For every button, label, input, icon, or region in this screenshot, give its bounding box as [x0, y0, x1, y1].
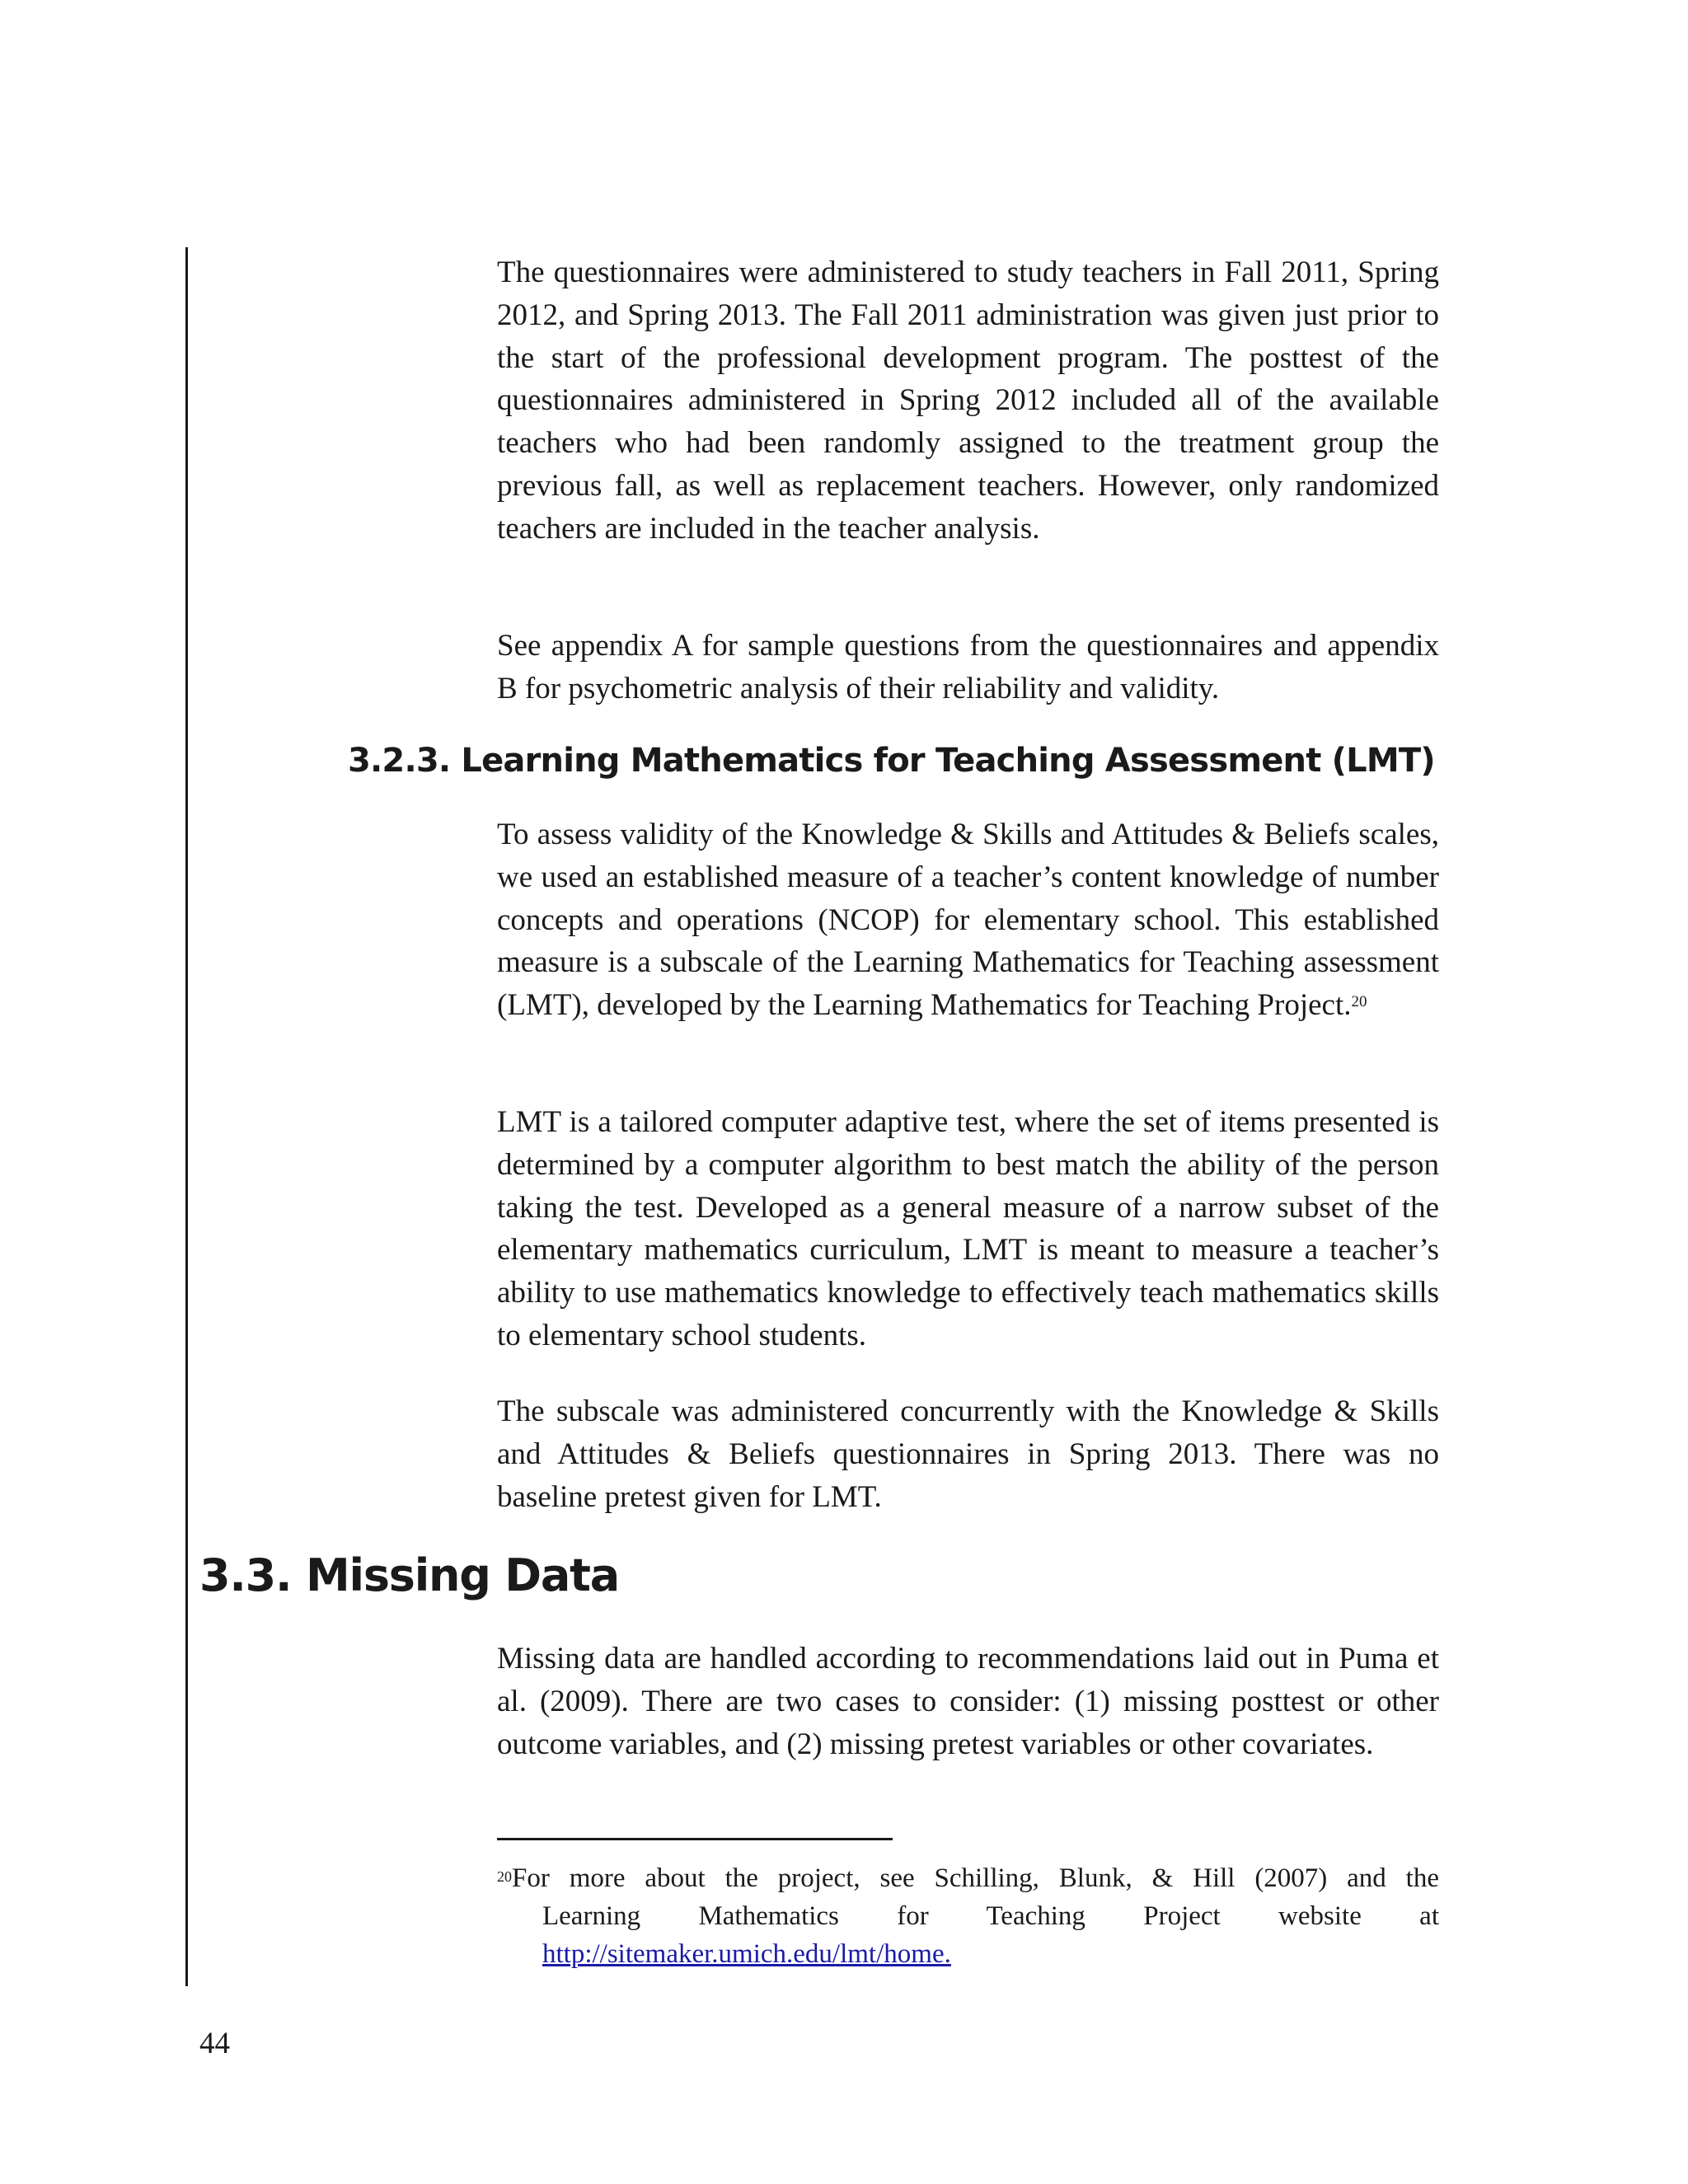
lmt-description-paragraph: LMT is a tailored computer adaptive test, where the set of items presented is determined by a computer algorithm to best match the ability of the person taking the test. Developed as a general measure of a narrow subset of the elementary mathematics curriculum, LMT is meant to measure a teacher’s ability to use mathematics knowledge to effectively teach mathematics skills to elementary school students. [497, 1105, 1439, 1352]
margin-rule [185, 247, 188, 1986]
footnote [497, 1859, 1439, 1973]
missing-data-paragraph-block [497, 1638, 1439, 1765]
validity-paragraph-block [497, 813, 1439, 1027]
lmt-paragraph-block [497, 1101, 1439, 1357]
footnote-first-line-text: For more about the project, see Schilling, Blunk, & Hill (2007) and the [512, 1863, 1439, 1893]
footnote-first-line [497, 1859, 1439, 1897]
footnote-continuation-text: Learning Mathematics for Teaching Project website at [542, 1901, 1439, 1931]
footnote-link[interactable]: http://sitemaker.umich.edu/lmt/home. [542, 1939, 951, 1969]
questionnaire-paragraph-block [497, 251, 1439, 551]
validity-paragraph [497, 813, 1439, 1027]
footnote-continuation [497, 1897, 1439, 1973]
appendix-paragraph: See appendix A for sample questions from the questionnaires and appendix B for psychometric analysis of their reliability and validity. [497, 629, 1439, 705]
missing-data-paragraph: Missing data are handled according to recommendations laid out in Puma et al. (2009). There are two cases to consider: (1) missing posttest or other outcome variables, and (2) missing pretest variables or other covariates. [497, 1642, 1439, 1761]
footnote-reference[interactable]: 20 [1351, 993, 1367, 1011]
footnote-number: 20 [497, 1868, 512, 1885]
questionnaires-paragraph: The questionnaires were administered to study teachers in Fall 2011, Spring 2012, and Spring 2013. The Fall 2011 administration was given just prior to the start of the professional development program. The posttest of the questionnaires administered in Spring 2012 included all of the available teachers who had been randomly assigned to the treatment group the previous fall, as well as replacement teachers. However, only randomized teachers are included in the teacher analysis. [497, 255, 1439, 546]
page-number: 44 [199, 2027, 230, 2060]
appendix-paragraph-block [497, 625, 1439, 710]
footnote-divider [497, 1838, 893, 1840]
validity-paragraph-text: To assess validity of the Knowledge & Skills and Attitudes & Beliefs scales, we used an established measure of a teacher’s content knowledge of number concepts and operations (NCOP) for elementary school. This established measure is a subscale of the Learning Mathematics for Teaching assessment (LMT), developed by the Learning Mathematics for Teaching Project. [497, 818, 1439, 1023]
subscale-paragraph: The subscale was administered concurrently with the Knowledge & Skills and Attitudes & Beliefs questionnaires in Spring 2013. There was no baseline pretest given for LMT. [497, 1394, 1439, 1514]
subscale-paragraph-block [497, 1390, 1439, 1518]
section-heading-missing-data: 3.3. Missing Data [199, 1549, 620, 1601]
section-heading-lmt: 3.2.3. Learning Mathematics for Teaching Assessment (LMT) [348, 742, 1435, 780]
